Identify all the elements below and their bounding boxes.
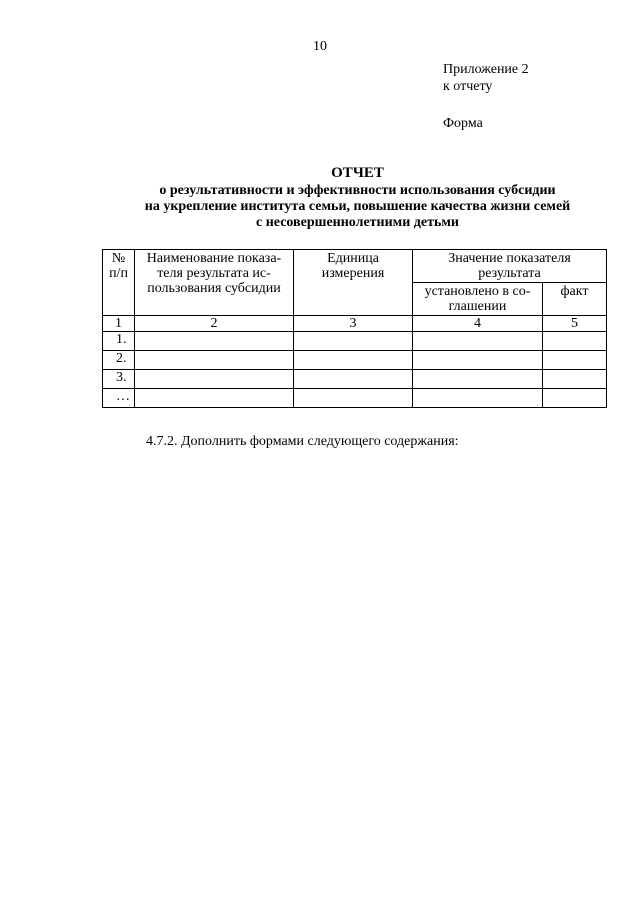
- appendix-line-2: к отчету: [443, 79, 493, 94]
- header-row-1: [103, 250, 607, 283]
- header-unit-line-1: Единица: [327, 251, 379, 266]
- table-cell: [413, 389, 543, 408]
- appendix-label: [443, 61, 529, 95]
- header-value-line-1: Значение показателя: [448, 251, 571, 266]
- header-unit: [294, 250, 413, 316]
- column-number: 5: [543, 316, 607, 332]
- header-planned: [413, 283, 543, 316]
- title-line-1: ОТЧЕТ: [331, 165, 384, 181]
- report-title: [100, 165, 615, 231]
- table-cell: [135, 370, 294, 389]
- table-cell: 3.: [103, 370, 135, 389]
- header-name-line-2: теля результата ис-: [157, 266, 271, 281]
- header-indicator-name: [135, 250, 294, 316]
- table-cell: [543, 332, 607, 351]
- table-cell: [543, 370, 607, 389]
- table-cell: [413, 351, 543, 370]
- header-name-line-1: Наименование показа-: [146, 251, 282, 266]
- form-label: Форма: [443, 116, 483, 131]
- table-cell: [413, 370, 543, 389]
- title-line-2: о результативности и эффективности использования субсидии: [159, 183, 556, 198]
- column-number: 3: [294, 316, 413, 332]
- column-numbers-row: [103, 316, 607, 332]
- header-value-line-2: результата: [478, 266, 541, 281]
- header-planned-line-1: установлено в со-: [424, 284, 531, 299]
- table-row: [103, 370, 607, 389]
- page-number: 10: [313, 39, 327, 54]
- header-name-line-3: пользования субсидии: [147, 281, 281, 296]
- table-cell: [294, 351, 413, 370]
- paragraph-text: 4.7.2. Дополнить формами следующего содержания:: [146, 434, 459, 449]
- header-num-line-2: п/п: [109, 266, 128, 281]
- table-cell: …: [103, 389, 135, 408]
- table-cell: 1.: [103, 332, 135, 351]
- title-line-4: с несовершеннолетними детьми: [256, 215, 459, 230]
- table-row: [103, 389, 607, 408]
- table-cell: [294, 332, 413, 351]
- table-cell: [135, 389, 294, 408]
- table-cell: [135, 332, 294, 351]
- title-line-3: на укрепление института семьи, повышение качества жизни семей: [144, 199, 571, 214]
- table-cell: [135, 351, 294, 370]
- report-table: [102, 249, 607, 408]
- table-cell: 2.: [103, 351, 135, 370]
- column-number: 2: [135, 316, 294, 332]
- table-cell: [543, 351, 607, 370]
- table-row: [103, 351, 607, 370]
- header-num-line-1: №: [111, 251, 126, 266]
- column-number: 1: [103, 316, 135, 332]
- column-number: 4: [413, 316, 543, 332]
- table-row: [103, 332, 607, 351]
- table-cell: [294, 389, 413, 408]
- header-fact: факт: [543, 283, 607, 316]
- header-value: [413, 250, 607, 283]
- header-num: [103, 250, 135, 316]
- appendix-line-1: Приложение 2: [443, 62, 529, 77]
- header-unit-line-2: измерения: [321, 266, 385, 281]
- header-planned-line-2: глашении: [448, 299, 507, 314]
- table-cell: [413, 332, 543, 351]
- table-cell: [294, 370, 413, 389]
- table-cell: [543, 389, 607, 408]
